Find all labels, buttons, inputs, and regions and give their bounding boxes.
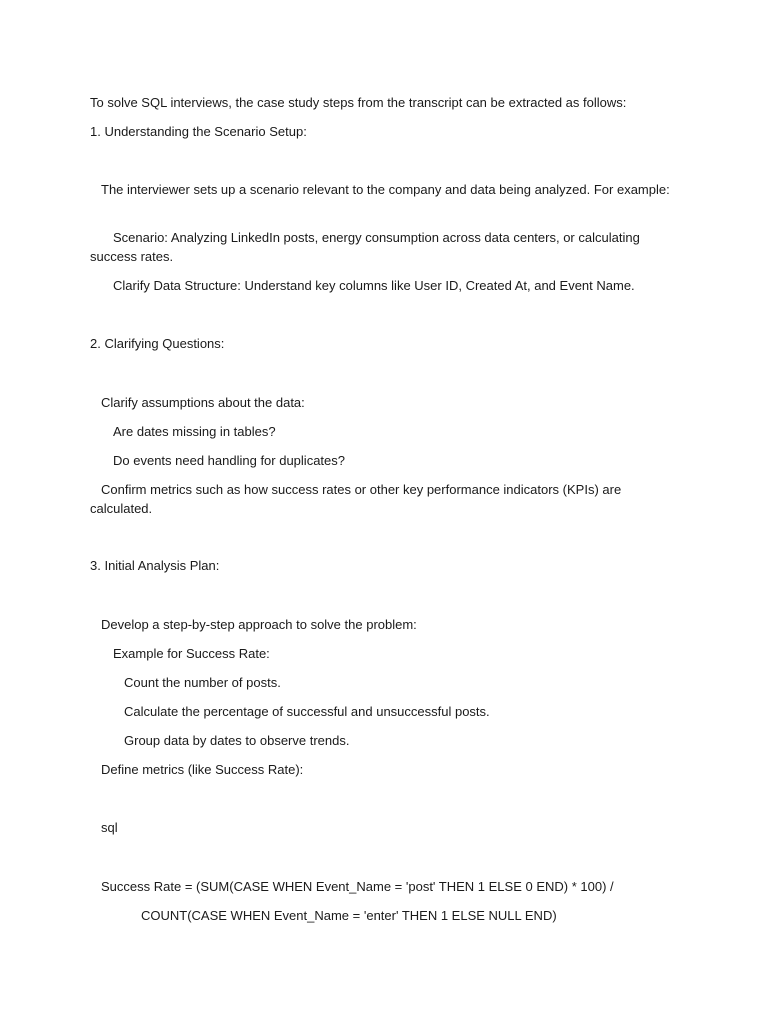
section-1-paragraph: The interviewer sets up a scenario relevant to the company and data being analyzed. For example: (101, 182, 670, 197)
define-metrics-paragraph: Define metrics (like Success Rate): (101, 762, 304, 777)
section-1-heading: 1. Understanding the Scenario Setup: (90, 124, 307, 139)
code-line-1: Success Rate = (SUM(CASE WHEN Event_Name = 'post' THEN 1 ELSE 0 END) * 100) / (101, 879, 614, 894)
step-group-by-dates: Group data by dates to observe trends. (124, 733, 350, 748)
question-dates-missing: Are dates missing in tables? (113, 424, 276, 439)
section-2-heading: 2. Clarifying Questions: (90, 336, 225, 351)
intro-paragraph: To solve SQL interviews, the case study steps from the transcript can be extracted as follows: (90, 95, 627, 110)
code-language-label: sql (101, 820, 118, 835)
step-count-posts: Count the number of posts. (124, 675, 281, 690)
step-calculate-percentage: Calculate the percentage of successful and unsuccessful posts. (124, 704, 490, 719)
example-success-rate: Example for Success Rate: (113, 646, 270, 661)
approach-paragraph: Develop a step-by-step approach to solve the problem: (101, 617, 417, 632)
scenario-paragraph: Scenario: Analyzing LinkedIn posts, energy consumption across data centers, or calculating success rates. (90, 230, 644, 264)
clarify-assumptions-paragraph: Clarify assumptions about the data: (101, 395, 305, 410)
confirm-metrics-paragraph: Confirm metrics such as how success rates or other key performance indicators (KPIs) are calculated. (90, 482, 625, 516)
code-line-2: COUNT(CASE WHEN Event_Name = 'enter' THEN 1 ELSE NULL END) (141, 908, 557, 923)
data-structure-paragraph: Clarify Data Structure: Understand key columns like User ID, Created At, and Event Name. (113, 278, 635, 293)
question-duplicates: Do events need handling for duplicates? (113, 453, 345, 468)
section-3-heading: 3. Initial Analysis Plan: (90, 558, 220, 573)
